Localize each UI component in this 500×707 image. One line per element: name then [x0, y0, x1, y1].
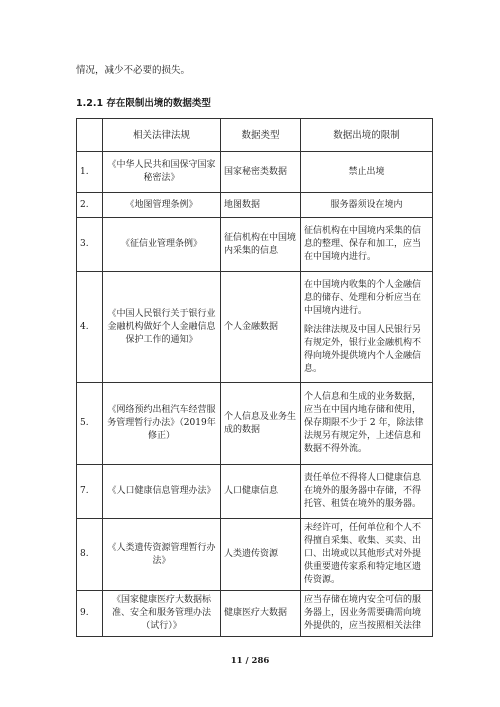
restriction: [301, 218, 433, 272]
table-row: [77, 218, 433, 272]
table-row: [77, 152, 433, 193]
row-number: 7.: [77, 465, 103, 519]
data-type: 个人信息及业务生成的数据: [221, 383, 301, 465]
page-number: 11 / 286: [230, 656, 270, 666]
restriction: [301, 383, 433, 465]
data-type: 个人金融数据: [221, 272, 301, 383]
row-number: 8.: [77, 519, 103, 591]
law-name: 《网络预约出租汽车经营服务管理暂行办法》（2019年修正）: [103, 383, 221, 465]
law-name: 《中国人民银行关于银行业金融机构做好个人金融信息保护工作的通知》: [103, 272, 221, 383]
restriction-text: 除法律法规及中国人民银行另有规定外，银行业金融机构不得向境外提供境内个人金融信息。: [304, 324, 422, 374]
row-number: 9.: [77, 591, 103, 637]
row-number: 1.: [77, 152, 103, 193]
header-data-type: 数据类型: [221, 119, 301, 152]
restriction: [301, 152, 433, 193]
table-row: [77, 193, 433, 218]
table-row: [77, 383, 433, 465]
row-number: 4.: [77, 272, 103, 383]
restriction: [301, 193, 433, 218]
restriction-text: 在中国境内收集的个人金融信息的储存、处理和分析应当在中国境内进行。: [304, 279, 422, 316]
restriction-text: 应当存储在境内安全可信的服务器上，因业务需要确需向境外提供的，应当按照相关法律: [304, 595, 422, 631]
header-restriction: 数据出境的限制: [301, 119, 433, 152]
restriction: [301, 591, 433, 637]
law-name: 《中华人民共和国保守国家秘密法》: [103, 152, 221, 193]
regulation-table: [76, 118, 433, 637]
restriction-text: 责任单位不得将人口健康信息在境外的服务器中存储，不得托管、租赁在境外的服务器。: [304, 473, 422, 509]
header-law: 相关法律法规: [103, 119, 221, 152]
table-header-row: [77, 119, 433, 152]
restriction-text: 征信机构在中国境内采集的信息的整理、保存和加工，应当在中国境内进行。: [304, 226, 422, 262]
restriction: [301, 272, 433, 383]
header-index: [77, 119, 103, 152]
restriction-text: 服务器须设在境内: [330, 199, 403, 210]
data-type: 国家秘密类数据: [221, 152, 301, 193]
law-name: 《人口健康信息管理办法》: [103, 465, 221, 519]
section-heading: 1.2.1 存在限制出境的数据类型: [76, 98, 211, 109]
table-row: [77, 591, 433, 637]
data-type: 征信机构在中国境内采集的信息: [221, 218, 301, 272]
row-number: 2.: [77, 193, 103, 218]
restriction-text: 个人信息和生成的业务数据，应当在中国内地存储和使用，保存期限不少于 2 年，除法律法规另有规定外，上述信息和数据不得外流。: [304, 392, 424, 454]
data-type: 健康医疗大数据: [221, 591, 301, 637]
law-name: 《征信业管理条例》: [103, 218, 221, 272]
data-type: 地图数据: [221, 193, 301, 218]
table-row: [77, 465, 433, 519]
intro-paragraph: 情况，减少不必要的损失。: [76, 65, 191, 76]
data-type: 人口健康信息: [221, 465, 301, 519]
row-number: 3.: [77, 218, 103, 272]
restriction-text: 未经许可，任何单位和个人不得擅自采集、收集、买卖、出口、出境或以其他形式对外提供重要遗传家系和特定地区遗传资源。: [304, 523, 422, 585]
restriction: [301, 465, 433, 519]
table-row: [77, 272, 433, 383]
restriction-text: 禁止出境: [348, 166, 385, 177]
data-type: 人类遗传资源: [221, 519, 301, 591]
restriction: [301, 519, 433, 591]
law-name: 《地图管理条例》: [103, 193, 221, 218]
law-name: 《国家健康医疗大数据标准、安全和服务管理办法（试行）》: [103, 591, 221, 637]
row-number: 5.: [77, 383, 103, 465]
law-name: 《人类遗传资源管理暂行办法》: [103, 519, 221, 591]
table-row: [77, 519, 433, 591]
